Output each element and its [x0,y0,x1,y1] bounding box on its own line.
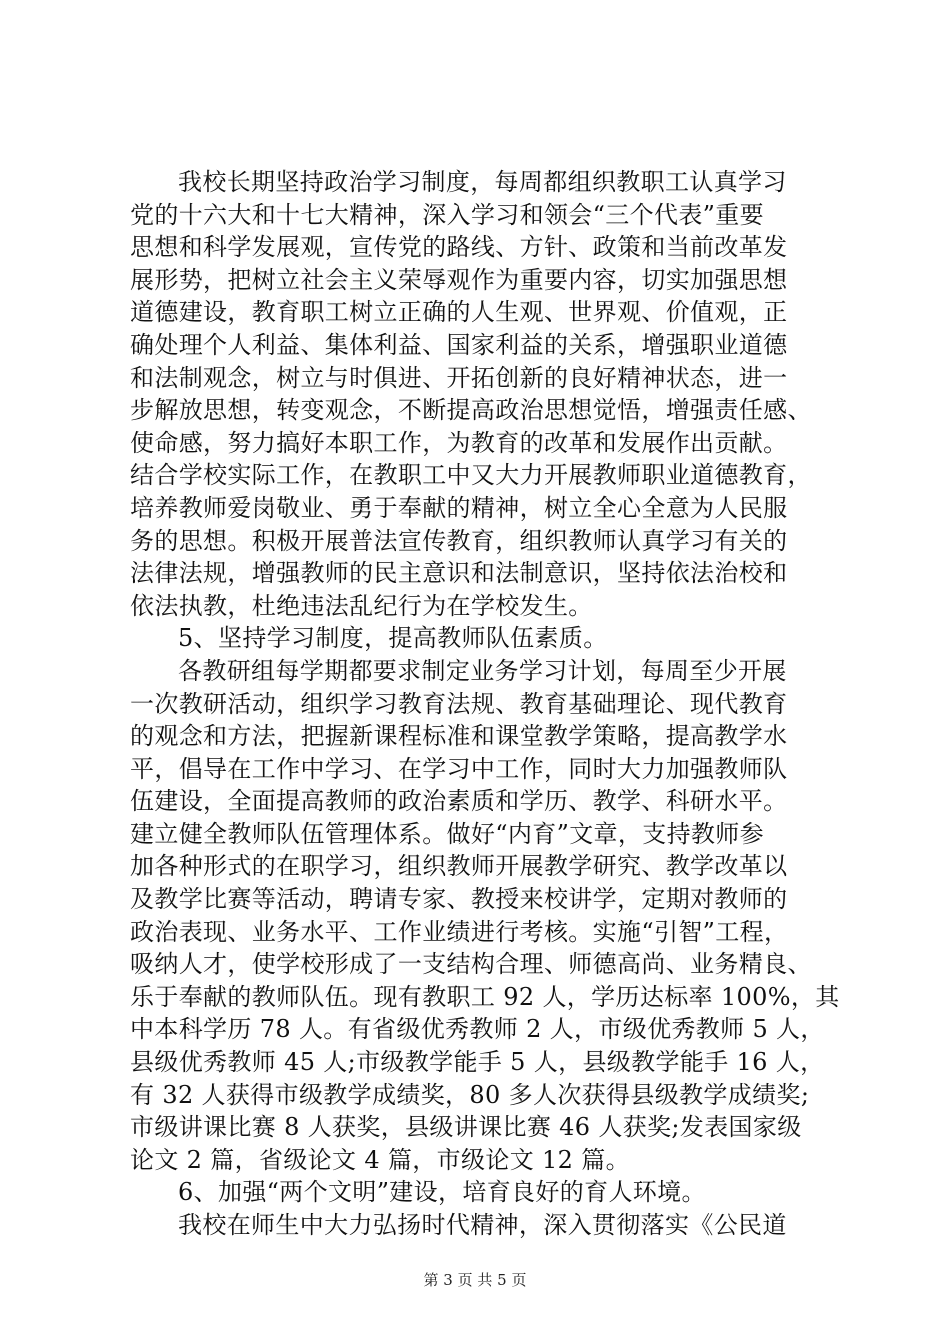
text-line: 论文 2 篇，省级论文 4 篇，市级论文 12 篇。 [130,1145,630,1174]
text-line: 5、坚持学习制度，提高教师队伍素质。 [178,624,608,653]
text-line: 道德建设，教育职工树立正确的人生观、世界观、价值观，正 [130,298,788,327]
text-line: 有 32 人获得市级教学成绩奖，80 多人次获得县级教学成绩奖; [130,1080,810,1109]
text-line: 加各种形式的在职学习，组织教师开展教学研究、教学改革以 [130,852,788,881]
text-line: 法律法规，增强教师的民主意识和法制意识，坚持依法治校和 [130,559,788,588]
text-line: 步解放思想，转变观念，不断提高政治思想觉悟，增强责任感、 [130,396,812,425]
text-line: 及教学比赛等活动，聘请专家、教授来校讲学，定期对教师的 [130,885,788,914]
text-line: 县级优秀教师 45 人;市级教学能手 5 人，县级教学能手 16 人， [130,1048,825,1077]
text-line: 建立健全教师队伍管理体系。做好“内育”文章，支持教师参 [130,819,764,848]
page-footer: 第 3 页 共 5 页 [423,1271,527,1289]
text-line: 务的思想。积极开展普法宣传教育，组织教师认真学习有关的 [130,526,788,555]
text-line: 中本科学历 78 人。有省级优秀教师 2 人，市级优秀教师 5 人， [130,1015,825,1044]
text-line: 政治表现、业务水平、工作业绩进行考核。实施“引智”工程， [130,917,789,946]
text-line: 培养教师爱岗敬业、勇于奉献的精神，树立全心全意为人民服 [130,493,788,522]
text-line: 各教研组每学期都要求制定业务学习计划，每周至少开展 [178,656,787,685]
text-line: 市级讲课比赛 8 人获奖，县级讲课比赛 46 人获奖;发表国家级 [130,1113,802,1142]
document-body [130,166,840,1242]
text-line: 思想和科学发展观，宣传党的路线、方针、政策和当前改革发 [130,233,788,262]
text-line: 吸纳人才，使学校形成了一支结构合理、师德高尚、业务精良、 [130,950,812,979]
text-line: 的观念和方法，把握新课程标准和课堂教学策略，提高教学水 [130,722,788,751]
text-line: 乐于奉献的教师队伍。现有教职工 92 人，学历达标率 100%，其 [130,982,840,1011]
text-line: 结合学校实际工作，在教职工中又大力开展教师职业道德教育， [130,461,812,490]
text-line: 平，倡导在工作中学习、在学习中工作，同时大力加强教师队 [130,754,788,783]
text-line: 6、加强“两个文明”建设，培育良好的育人环境。 [178,1178,706,1207]
text-line: 伍建设，全面提高教师的政治素质和学历、教学、科研水平。 [130,787,788,816]
text-line: 一次教研活动，组织学习教育法规、教育基础理论、现代教育 [130,689,788,718]
text-line: 使命感，努力搞好本职工作，为教育的改革和发展作出贡献。 [130,428,788,457]
text-line: 依法执教，杜绝违法乱纪行为在学校发生。 [130,591,593,620]
text-line: 我校在师生中大力弘扬时代精神，深入贯彻落实《公民道 [178,1211,787,1239]
text-line: 确处理个人利益、集体利益、国家利益的关系，增强职业道德 [130,330,788,359]
text-line: 党的十六大和十七大精神，深入学习和领会“三个代表”重要 [130,200,764,229]
text-line: 和法制观念，树立与时俱进、开拓创新的良好精神状态，进一 [130,363,788,392]
text-line: 我校长期坚持政治学习制度，每周都组织教职工认真学习 [178,168,787,196]
text-line: 展形势，把树立社会主义荣辱观作为重要内容，切实加强思想 [130,265,788,294]
